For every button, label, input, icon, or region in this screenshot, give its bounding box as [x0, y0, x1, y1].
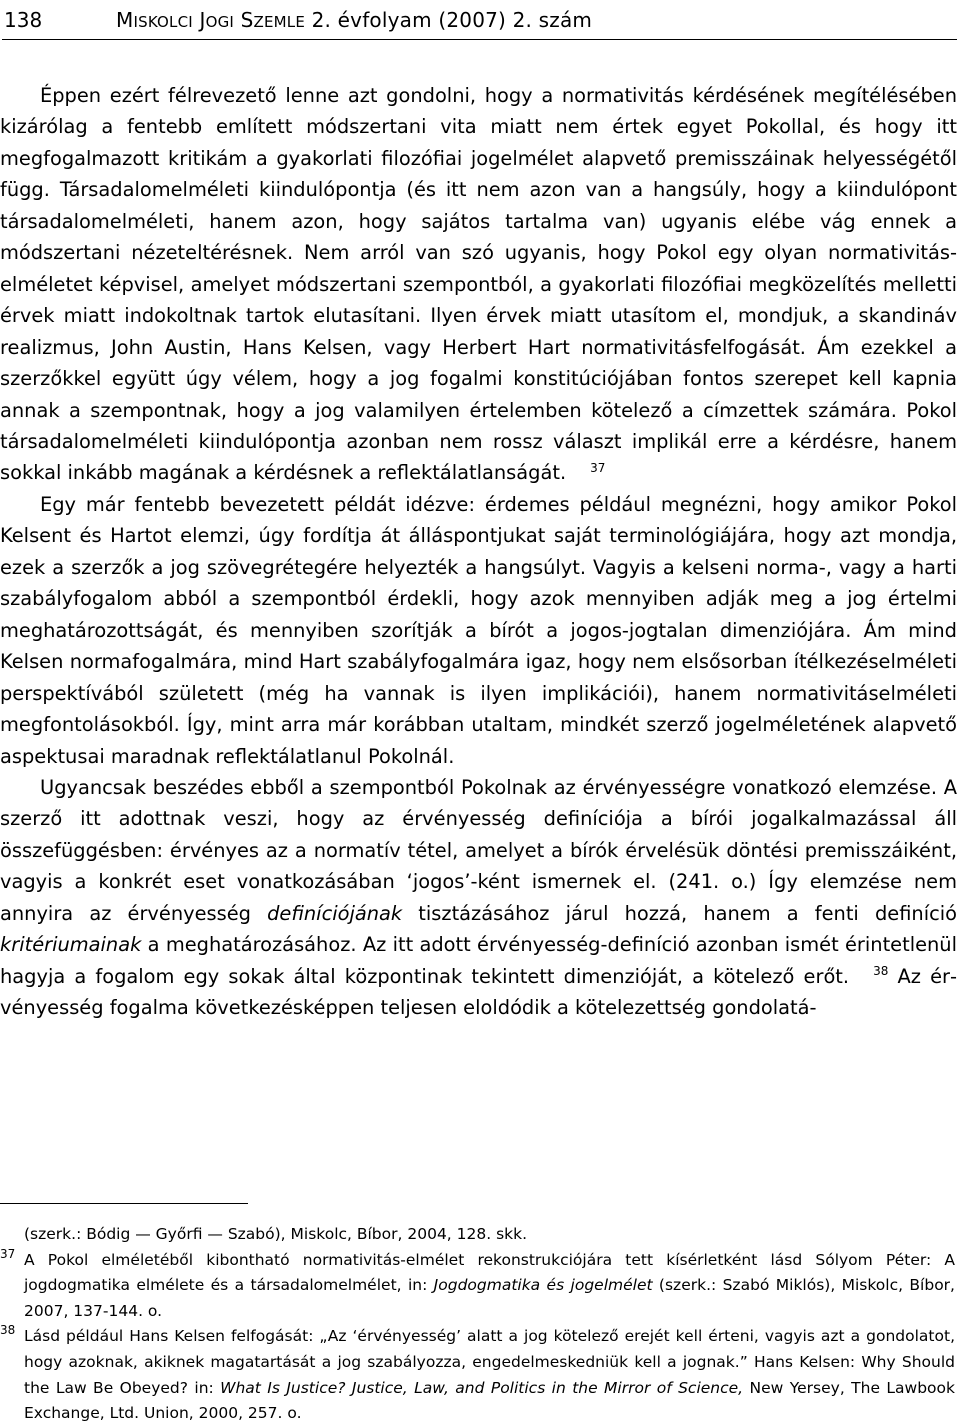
paragraph-3: Ugyancsak beszédes ebből a szempontból Pokolnak az érvényességre vonatkozó elemzése. A szerző itt adottnak veszi, hogy az érvényesség definíciója a bírói jogalkalmazással áll összefüggésben: érvényes az a normatív tétel, amelyet a bírók érvelésük döntési premisszáiként, vagyis a konkrét eset vonatkozásában ‘jogos’-ként ismernek el. (241. o.) Így elemzése nem annyira az érvényesség definíciójának tisztázásához járul hozzá, hanem a fenti definíció kritériumainak a meghatározásához. Az itt adott érvényesség-definíció azonban ismét érintetlenül hagyja a fogalom egy sokak által központinak tekintett dimenzióját, a kötelező erőt. $^{38}$ Az érvényesség fogalma következésképpen teljesen eloldódik a kötelezettség gondolatá-: [0, 775, 957, 1020]
footnote-38: 38 Lásd például Hans Kelsen felfogását: „Az ‘érvényesség’ alatt a jog kötelező erejét kell érteni, vagyis azt a gondolatot, hogy azoknak, akiknek magatartását a jog szabályozza, engedelmeskedniük kell a jognak.” Hans Kelsen: Why Should the Law Be Obeyed? in: What Is Justice? Justice, Law, and Politics in the Mirror of Science, New Yersey, The Lawbook Exchange, Ltd. Union, 2000, 257. o.: [0, 1324, 955, 1426]
journal-title: MISKOLCI JOGI SZEMLE 2. évfolyam (2007) 2. szám: [116, 8, 593, 32]
footnote-number: 38: [0, 1323, 16, 1338]
footnotes: [0, 1222, 955, 1427]
running-header: [2, 4, 957, 36]
footnote-continuation: (szerk.: Bódig — Győrfi — Szabó), Miskolc, Bíbor, 2004, 128. skk.: [24, 1225, 528, 1243]
paragraph-2: Egy már fentebb bevezetett példát idézve: érdemes például megnézni, hogy amikor Pokol Kelsent és Hartot elemzi, úgy fordítja át álláspontjukat saját terminológiájára, hogy azt mondja, ezek a szerzők a jog szövegrétegére helyezték a hangsúlyt. Vagyis a kelseni norma-, vagy a harti szabályfogalom abból a szempontból érdekli, hogy azok mennyiben adják meg a jog értelmi meghatározottságát, és mennyiben szorítják a bírót a jogos-jogtalan dimenziójára. Ám mind Kelsen normafogalmára, mind Hart szabályfogalmára igaz, hogy nem elsősorban ítélkezéselméleti perspektívából született (még ha vannak is ilyen implikációi), hanem normativitáselméleti megfontolásokból. Így, mint arra már korábban utaltam, mindkét szerző jogelméletének alapvető aspektusai maradnak reflektálatlanul Pokolnál.: [0, 492, 957, 768]
footnote-number: 37: [0, 1246, 16, 1261]
footnote-37: 37 A Pokol elméletéből kibontható normativitás-elmélet rekonstrukciójára tett kísérletként lásd Sólyom Péter: A jogdogmatika elmélete és a társadalomelmélet, in: Jogdogmatika és jogelmélet (szerk.: Szabó Miklós), Miskolc, Bíbor, 2007, 137-144. o.: [0, 1248, 955, 1325]
page-number: 138: [4, 8, 43, 32]
footnote-rule: [0, 1203, 248, 1204]
footnote-ref-38[interactable]: 38: [873, 964, 889, 979]
body-text: [0, 80, 957, 1024]
issue-info: 2. évfolyam (2007) 2. szám: [311, 8, 593, 32]
paragraph-1: Éppen ezért félrevezető lenne azt gondolni, hogy a normativitás kérdésének megítélésében kizárólag a fentebb említett módszertani vita miatt nem értek egyet Pokollal, és hogy itt megfogalmazott kritikám a gyakorlati filozófiai jogelmélet alapvető premisszáinak helyességétől függ. Társadalomelméleti kiindulópontja (és itt nem azon van a hangsúly, hogy a kiindulópont társadalomelméleti, hanem azon, hogy sajátos tartalma van) ugyanis elébe vág ennek a módszertani nézeteltérésnek. Nem arról van szó ugyanis, hogy Pokol egy olyan normativitás-elméletet képvisel, amelyet módszertani szempontból, a gyakorlati filozófiai megközelítés melletti érvek miatt indokoltnak tartok elutasítani. Ilyen érvek miatt utasítom el, mondjuk, a skandináv realizmus, John Austin, Hans Kelsen, vagy Herbert Hart normativitásfelfogását. Ám ezekkel a szerzőkkel együtt úgy vélem, hogy a jog fogalmi konstitúciójában fontos szerepet kell kapnia annak a szempontnak, hogy a jog valamilyen értelemben kötelező a címzettek számára. Pokol társadalomelméleti kiindulópontja azonban nem rossz választ implikál erre a kérdésre, hanem sokkal inkább magának a kérdésnek a reflektálatlanságát. $^{37}$: [0, 84, 957, 485]
footnote-ref-37[interactable]: 37: [590, 460, 606, 475]
header-rule: [2, 39, 957, 40]
